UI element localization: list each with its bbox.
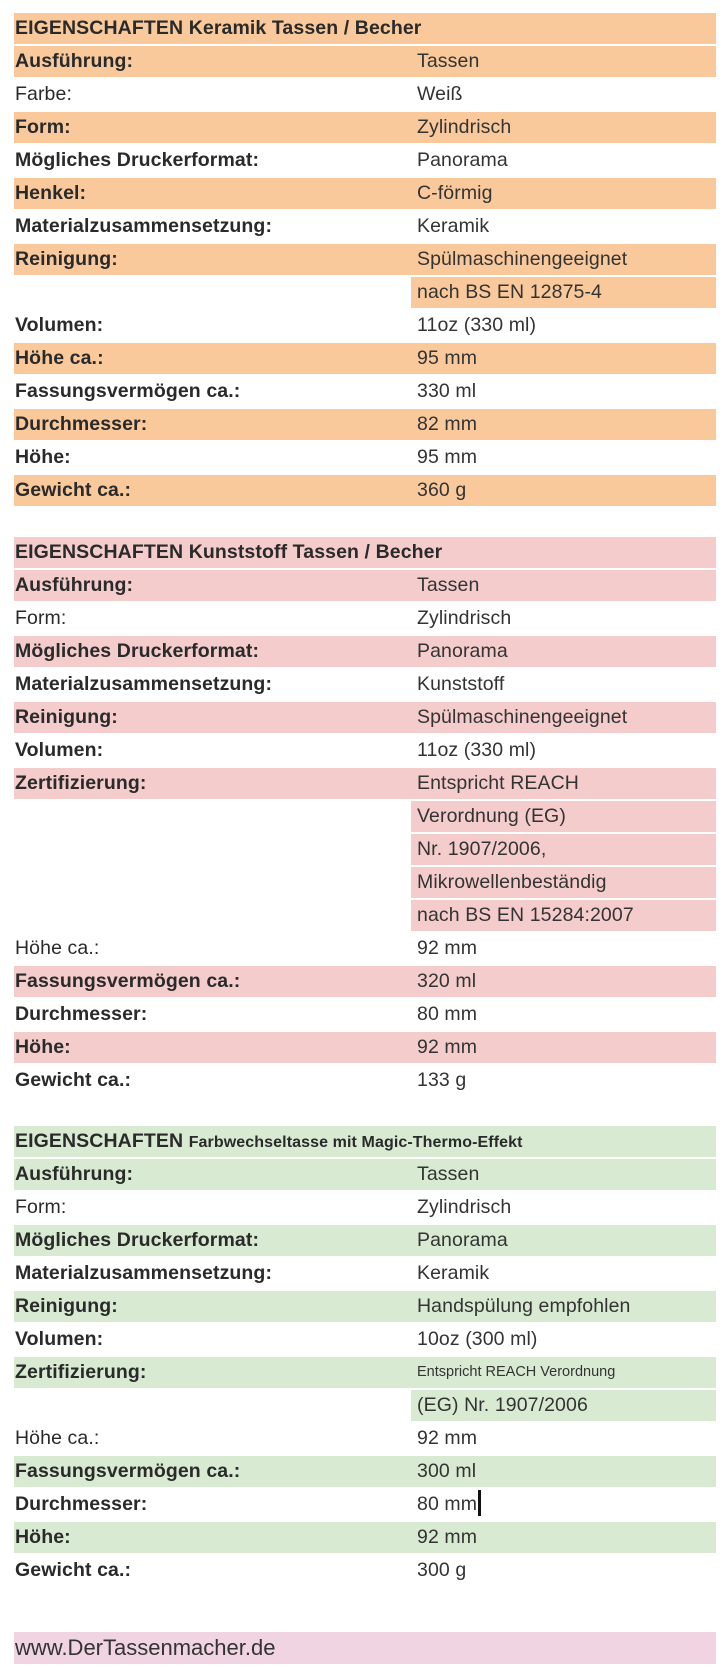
spec-value: nach BS EN 15284:2007 xyxy=(417,904,634,926)
spec-key: Form: xyxy=(15,607,67,629)
spec-value: 360 g xyxy=(417,479,467,501)
title-prefix: EIGENSCHAFTEN xyxy=(15,541,184,563)
text-cursor xyxy=(478,1490,481,1516)
spec-value: Mikrowellenbeständig xyxy=(417,871,607,893)
spec-value: Verordnung (EG) xyxy=(417,805,566,827)
spec-value: 92 mm xyxy=(417,937,478,959)
spec-value: 80 mm xyxy=(417,1003,478,1025)
title-rest: Kunststoff Tassen / Becher xyxy=(188,541,443,563)
spec-row xyxy=(14,734,716,767)
spec-value: 95 mm xyxy=(417,446,478,468)
section-plastic xyxy=(14,536,716,1097)
spec-row xyxy=(14,177,716,210)
spec-row xyxy=(14,701,716,734)
spec-row xyxy=(14,441,716,474)
section-title xyxy=(14,1125,716,1158)
spec-value: Zylindrisch xyxy=(417,116,512,138)
spec-key: Mögliches Druckerformat: xyxy=(15,1229,260,1251)
section-title xyxy=(14,12,716,45)
section-ceramic xyxy=(14,12,716,507)
spec-key: Durchmesser: xyxy=(15,1003,148,1025)
spec-key: Form: xyxy=(15,1196,67,1218)
title-prefix: EIGENSCHAFTEN xyxy=(15,17,184,39)
spec-value: 92 mm xyxy=(417,1427,478,1449)
title-rest: Keramik Tassen / Becher xyxy=(188,17,422,39)
spec-row xyxy=(14,1554,716,1587)
spec-key: Materialzusammensetzung: xyxy=(15,1262,273,1284)
spec-key: Durchmesser: xyxy=(15,413,148,435)
spec-value: 133 g xyxy=(417,1069,467,1091)
spec-key: Ausführung: xyxy=(15,50,134,72)
spec-row xyxy=(14,1191,716,1224)
spec-row xyxy=(14,210,716,243)
spec-row xyxy=(14,965,716,998)
spec-row xyxy=(14,45,716,78)
spec-key: Reinigung: xyxy=(15,248,118,270)
spec-row xyxy=(14,1323,716,1356)
spec-key: Zertifizierung: xyxy=(15,772,147,794)
spec-value: 11oz (330 ml) xyxy=(417,739,537,761)
footer-website[interactable] xyxy=(14,1632,716,1664)
spec-row xyxy=(14,1422,716,1455)
spec-value: 92 mm xyxy=(417,1036,478,1058)
spec-key: Mögliches Druckerformat: xyxy=(15,640,260,662)
spec-row xyxy=(14,767,716,800)
spec-row xyxy=(14,243,716,276)
spec-key: Gewicht ca.: xyxy=(15,1559,132,1581)
spec-value: Spülmaschinengeeignet xyxy=(417,248,628,270)
spec-row xyxy=(14,1356,716,1389)
spec-value: (EG) Nr. 1907/2006 xyxy=(417,1394,588,1416)
spec-value: 80 mm xyxy=(417,1493,478,1515)
spec-value: Panorama xyxy=(417,149,508,171)
spec-value: Tassen xyxy=(417,50,480,72)
spec-value: C-förmig xyxy=(417,182,493,204)
spec-row xyxy=(14,1257,716,1290)
spec-value: 330 ml xyxy=(417,380,477,402)
spec-key: Zertifizierung: xyxy=(15,1361,147,1383)
spec-key: Höhe ca.: xyxy=(15,937,100,959)
spec-key: Gewicht ca.: xyxy=(15,479,132,501)
spec-value: Zylindrisch xyxy=(417,1196,512,1218)
spec-row xyxy=(14,635,716,668)
spec-row xyxy=(14,866,716,899)
spec-key: Höhe: xyxy=(15,1036,71,1058)
spec-row xyxy=(14,1455,716,1488)
spec-key: Höhe ca.: xyxy=(15,347,104,369)
spec-row xyxy=(14,998,716,1031)
spec-row xyxy=(14,375,716,408)
spec-key: Farbe: xyxy=(15,83,72,105)
spec-row xyxy=(14,1521,716,1554)
spec-value: Keramik xyxy=(417,215,490,237)
spec-value: 82 mm xyxy=(417,413,478,435)
spec-key: Fassungsvermögen ca.: xyxy=(15,970,241,992)
spec-value: Panorama xyxy=(417,1229,508,1251)
spec-key: Höhe: xyxy=(15,1526,71,1548)
footer-text[interactable]: www.DerTassenmacher.de xyxy=(15,1635,276,1660)
spec-key: Materialzusammensetzung: xyxy=(15,673,273,695)
spec-value: Panorama xyxy=(417,640,508,662)
spec-row xyxy=(14,1224,716,1257)
spec-row xyxy=(14,668,716,701)
spec-row xyxy=(14,1064,716,1097)
spec-row xyxy=(14,1158,716,1191)
spec-row xyxy=(14,408,716,441)
spec-row xyxy=(14,800,716,833)
spec-value: 300 ml xyxy=(417,1460,477,1482)
spec-key: Reinigung: xyxy=(15,1295,118,1317)
spec-value: Nr. 1907/2006, xyxy=(417,838,547,860)
spec-row xyxy=(14,833,716,866)
spec-key: Mögliches Druckerformat: xyxy=(15,149,260,171)
section-title xyxy=(14,536,716,569)
spec-key: Materialzusammensetzung: xyxy=(15,215,273,237)
spec-row xyxy=(14,569,716,602)
spec-row xyxy=(14,1290,716,1323)
spec-key: Henkel: xyxy=(15,182,87,204)
spec-row xyxy=(14,1488,716,1521)
spec-value: Handspülung empfohlen xyxy=(417,1295,631,1317)
title-rest: Farbwechseltasse mit Magic-Thermo-Effekt xyxy=(188,1134,523,1151)
spec-key: Ausführung: xyxy=(15,1163,134,1185)
spec-key: Durchmesser: xyxy=(15,1493,148,1515)
spec-value: Tassen xyxy=(417,574,480,596)
spec-value: Weiß xyxy=(417,83,463,105)
spec-value: Entspricht REACH Verordnung xyxy=(417,1364,616,1380)
spec-key: Gewicht ca.: xyxy=(15,1069,132,1091)
spec-value: 92 mm xyxy=(417,1526,478,1548)
spec-key: Volumen: xyxy=(15,314,104,336)
spec-row xyxy=(14,111,716,144)
spec-key: Fassungsvermögen ca.: xyxy=(15,380,241,402)
spec-value: Entspricht REACH xyxy=(417,772,579,794)
spec-value: 300 g xyxy=(417,1559,467,1581)
spec-key: Volumen: xyxy=(15,739,104,761)
spec-value: 95 mm xyxy=(417,347,478,369)
title-prefix: EIGENSCHAFTEN xyxy=(15,1130,184,1152)
spec-row xyxy=(14,78,716,111)
spec-row xyxy=(14,144,716,177)
spec-row xyxy=(14,602,716,635)
spec-value: nach BS EN 12875-4 xyxy=(417,281,603,303)
spec-row xyxy=(14,932,716,965)
spec-value: 10oz (300 ml) xyxy=(417,1328,538,1350)
spec-key: Höhe ca.: xyxy=(15,1427,100,1449)
spec-key: Form: xyxy=(15,116,71,138)
section-thermo xyxy=(14,1125,716,1587)
spec-key: Höhe: xyxy=(15,446,71,468)
spec-value: Kunststoff xyxy=(417,673,505,695)
spec-row xyxy=(14,1389,716,1422)
spec-value: Tassen xyxy=(417,1163,480,1185)
spec-key: Volumen: xyxy=(15,1328,104,1350)
spec-value: Spülmaschinengeeignet xyxy=(417,706,628,728)
spec-row xyxy=(14,309,716,342)
spec-row xyxy=(14,342,716,375)
spec-row xyxy=(14,899,716,932)
spec-row xyxy=(14,276,716,309)
spec-row xyxy=(14,474,716,507)
spec-key: Fassungsvermögen ca.: xyxy=(15,1460,241,1482)
spec-value: 320 ml xyxy=(417,970,477,992)
spec-key: Ausführung: xyxy=(15,574,134,596)
spec-value: 11oz (330 ml) xyxy=(417,314,537,336)
spec-key: Reinigung: xyxy=(15,706,118,728)
spec-value: Zylindrisch xyxy=(417,607,512,629)
spec-value: Keramik xyxy=(417,1262,490,1284)
spec-row xyxy=(14,1031,716,1064)
